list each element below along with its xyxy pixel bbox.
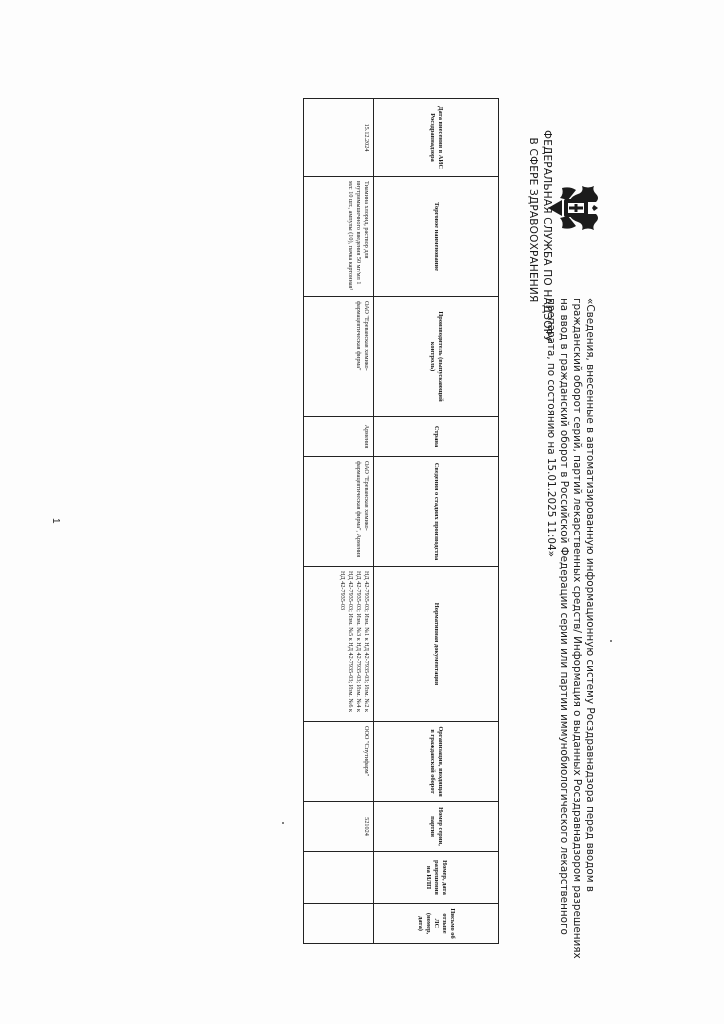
cell-series: 521024 xyxy=(304,802,374,852)
cell-recall-letter xyxy=(304,904,374,944)
page-number: 1 xyxy=(50,518,61,524)
agency-name-line-2: В СФЕРЕ ЗДРАВООХРАНЕНИЯ xyxy=(527,137,539,303)
column-header-recall-letter: Письмо об отзыве ЛС (номер, дата) xyxy=(374,904,499,944)
cell-trade-name: Тиамина хлорид, раствор для внутримышечного введения 50 мг/мл 1 мл: 10 шт., ампулы (10), пачка картонная¹ xyxy=(304,177,374,297)
column-header-series: Номер серии, партии xyxy=(374,802,499,852)
column-header-date: Дата внесения в АИС Росздравнадзора xyxy=(374,99,499,177)
cell-country: Армения xyxy=(304,417,374,457)
document-title xyxy=(544,298,596,959)
cell-normative-docs: НД 42-7935-03; Изм. №1 к НД 42-7935-03; Изм. №2 к НД 42-7935-03; Изм. №3 к НД 42-7935-03; Изм. №4 к НД 42-7935-03; Изм. №5 к НД 42-7935-03; Изм. №6 к НД 42-7935-03 xyxy=(304,567,374,722)
scan-speck xyxy=(282,822,284,824)
document-title-line-3: на ввод в гражданский оборот в Российской Федерации серии или партии иммунобиологического лекарственного xyxy=(558,298,570,935)
column-header-manufacturer: Производитель (выпускающий контроль) xyxy=(374,297,499,417)
table-row xyxy=(304,99,374,944)
cell-organization: ООО "Спутифарм" xyxy=(304,722,374,802)
column-header-stages: Сведения о стадиях производства xyxy=(374,457,499,567)
document-title-line-2: гражданский оборот серий, партий лекарственных средств/ Информация о выданных Росздравнадзором разрешениях xyxy=(571,298,583,959)
cell-stages: ОАО "Ереванская химико-фармацевтическая фирма", Армения xyxy=(304,457,374,567)
agency-name-line-1: ФЕДЕРАЛЬНАЯ СЛУЖБА ПО НАДЗОРУ xyxy=(541,130,553,342)
table-header-row xyxy=(374,99,499,944)
column-header-organization: Организация, вводящая в гражданский оборот xyxy=(374,722,499,802)
cell-date: 15.12.2024 xyxy=(304,99,374,177)
column-header-trade-name: Торговое наименование xyxy=(374,177,499,297)
document-title-line-1: «Сведения, внесенные в автоматизированную информационную систему Росздравнадзора перед вводом в xyxy=(584,298,596,893)
register-table xyxy=(303,98,499,944)
column-header-normative-docs: Нормативная документация xyxy=(374,567,499,722)
document-title-line-4: препарата, по состоянию на 15.01.2025 11:04» xyxy=(545,298,557,557)
column-header-country: Страна xyxy=(374,417,499,457)
cell-permit xyxy=(304,852,374,904)
cell-manufacturer: ОАО "Ереванская химико-фармацевтическая фирма" xyxy=(304,297,374,417)
column-header-permit: Номер, дата разрешения на ИЛП xyxy=(374,852,499,904)
agency-name xyxy=(526,130,554,342)
scan-speck xyxy=(610,640,612,642)
